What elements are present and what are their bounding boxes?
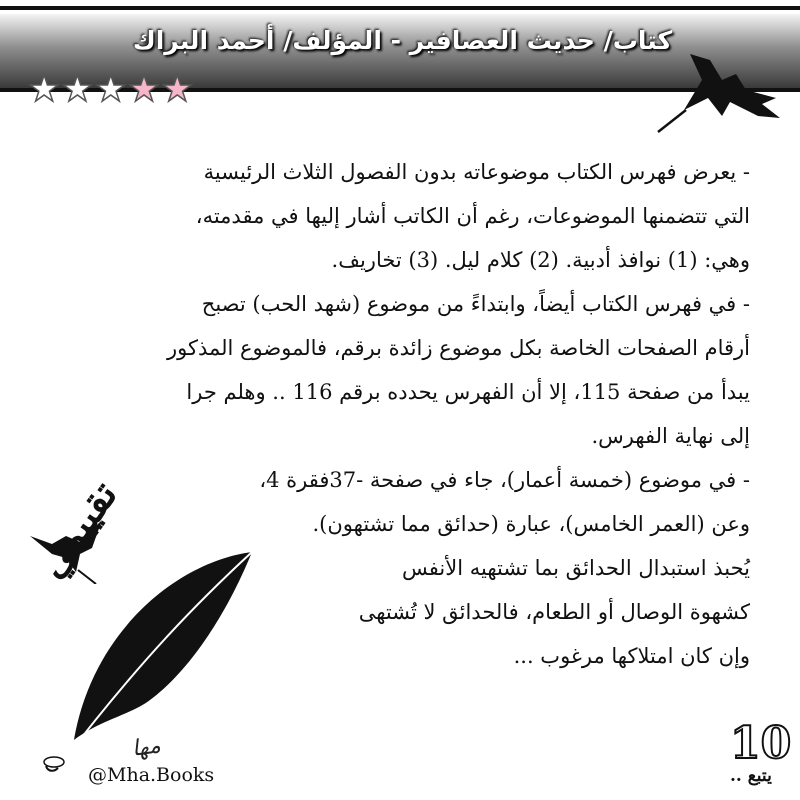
continue-label: يتبع ..: [730, 766, 772, 786]
star-rating: [28, 69, 194, 110]
signature: مها: [130, 733, 163, 762]
text-line: وهي: (1) نوافذ أدبية. (2) كلام ليل. (3) تخاريف.: [331, 248, 750, 272]
text-line: إلى نهاية الفهرس.: [591, 424, 750, 448]
text-line: - في فهرس الكتاب أيضاً، وابتداءً من موضوع (شهد الحب) تصبح: [201, 292, 750, 316]
page-number: 10: [730, 718, 792, 769]
account-handle: @Mha.Books: [88, 764, 215, 786]
text-line: يُحبذ استبدال الحدائق بما تشتهيه الأنفس: [402, 556, 750, 580]
rating-label: تقييمي: [28, 472, 126, 586]
hummingbird-icon: [650, 40, 785, 135]
star-icon: ★: [61, 69, 94, 110]
star-icon: ★: [127, 69, 161, 110]
top-border-line: [0, 6, 800, 10]
text-line: وعن (العمر الخامس)، عبارة (حدائق مما تشتهون).: [312, 512, 750, 536]
review-body: [40, 150, 750, 678]
text-line: كشهوة الوصال أو الطعام، فالحدائق لا تُشتهى: [358, 600, 750, 624]
text-line: وإن كان امتلاكها مرغوب ...: [513, 644, 750, 668]
text-line: - في موضوع (خمسة أعمار)، جاء في صفحة -37فقرة 4،: [259, 468, 750, 492]
star-icon: ★: [28, 69, 61, 110]
star-icon: ★: [94, 69, 127, 110]
text-line: التي تتضمنها الموضوعات، رغم أن الكاتب أشار إليها في مقدمته،: [195, 204, 750, 228]
book-title: كتاب/ حديث العصافير - المؤلف/ أحمد البراك: [132, 26, 672, 55]
text-line: يبدأ من صفحة 115، إلا أن الفهرس يحدده برقم 116 .. وهلم جرا: [186, 380, 750, 404]
star-icon: ★: [161, 69, 194, 110]
text-line: أرقام الصفحات الخاصة بكل موضوع زائدة برقم، فالموضوع المذكور: [166, 336, 750, 360]
text-line: - يعرض فهرس الكتاب موضوعاته بدون الفصول الثلاث الرئيسية: [203, 160, 750, 184]
